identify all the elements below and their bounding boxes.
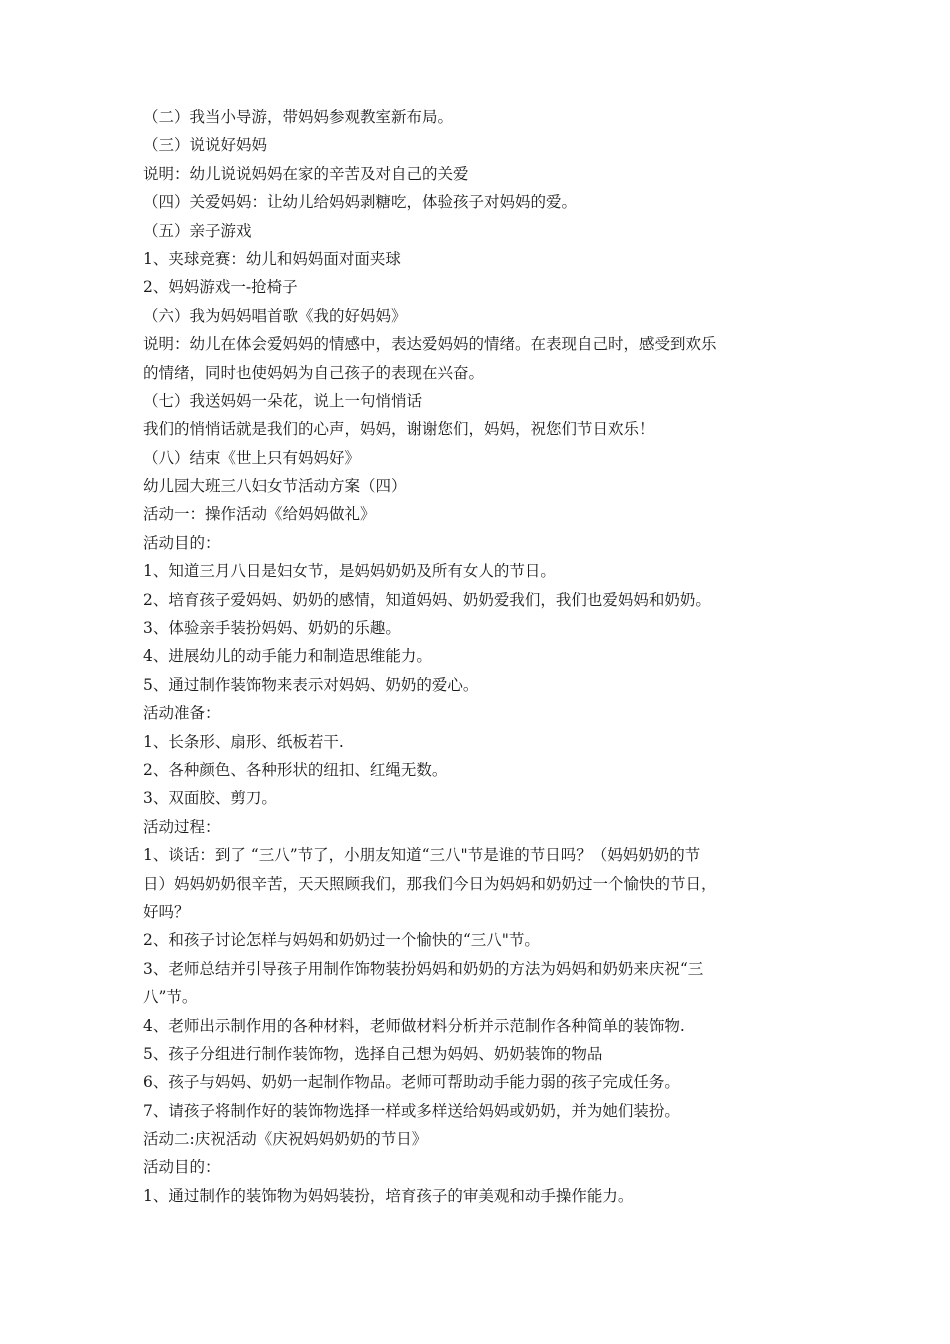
text-line: （六）我为妈妈唱首歌《我的好妈妈》	[143, 306, 407, 325]
text-line: 6、孩子与妈妈、奶奶一起制作物品。老师可帮助动手能力弱的孩子完成任务。	[143, 1073, 680, 1092]
text-line: 3、老师总结并引导孩子用制作饰物装扮妈妈和奶奶的方法为妈妈和奶奶来庆祝“三	[143, 959, 704, 978]
text-line: 7、请孩子将制作好的装饰物选择一样或多样送给妈妈或奶奶，并为她们装扮。	[143, 1101, 680, 1120]
text-line: 5、通过制作装饰物来表示对妈妈、奶奶的爱心。	[143, 675, 479, 694]
text-line: 1、长条形、扇形、纸板若干.	[143, 732, 344, 751]
document-body	[143, 103, 833, 1210]
text-line: 八”节。	[143, 988, 198, 1007]
text-line: 2、和孩子讨论怎样与妈妈和奶奶过一个愉快的“三八"节。	[143, 931, 540, 950]
text-line: 1、谈话：到了 “三八”节了，小朋友知道“三八"节是谁的节日吗？（妈妈奶奶的节	[143, 846, 701, 865]
text-line: 活动二:庆祝活动《庆祝妈妈奶奶的节日》	[143, 1130, 428, 1149]
text-line: 活动一：操作活动《给妈妈做礼》	[143, 505, 376, 524]
text-line: 活动目的：	[143, 1158, 221, 1177]
text-line: 说明：幼儿说说妈妈在家的辛苦及对自己的关爱	[143, 164, 469, 183]
text-line: （四）关爱妈妈：让幼儿给妈妈剥糖吃，体验孩子对妈妈的爱。	[143, 193, 578, 212]
text-line: 活动准备：	[143, 704, 221, 723]
text-line: 3、体验亲手装扮妈妈、奶奶的乐趣。	[143, 619, 401, 638]
text-line: 说明：幼儿在体会爱妈妈的情感中，表达爱妈妈的情绪。在表现自己时，感受到欢乐	[143, 335, 717, 354]
text-line: （五）亲子游戏	[143, 221, 252, 240]
text-line: 的情绪，同时也使妈妈为自己孩子的表现在兴奋。	[143, 363, 485, 382]
text-line: 2、妈妈游戏一-抢椅子	[143, 278, 298, 297]
text-line: （七）我送妈妈一朵花，说上一句悄悄话	[143, 391, 423, 410]
text-line: （八）结束《世上只有妈妈好》	[143, 448, 361, 467]
text-line: 日）妈妈奶奶很辛苦，天天照顾我们，那我们今日为妈妈和奶奶过一个愉快的节日，	[143, 874, 717, 893]
text-line: 幼儿园大班三八妇女节活动方案（四）	[143, 477, 407, 496]
text-line: 4、老师出示制作用的各种材料，老师做材料分析并示范制作各种简单的装饰物.	[143, 1016, 685, 1035]
text-line: （二）我当小导游，带妈妈参观教室新布局。	[143, 108, 454, 126]
text-line: 1、知道三月八日是妇女节，是妈妈奶奶及所有女人的节日。	[143, 562, 556, 581]
text-line: 活动过程：	[143, 817, 221, 836]
text-line: 5、孩子分组进行制作装饰物，选择自己想为妈妈、奶奶装饰的物品	[143, 1044, 603, 1063]
text-line: 活动目的：	[143, 533, 221, 552]
text-line: 我们的悄悄话就是我们的心声，妈妈，谢谢您们，妈妈，祝您们节日欢乐！	[143, 420, 655, 439]
text-line: 2、培育孩子爱妈妈、奶奶的感情，知道妈妈、奶奶爱我们，我们也爱妈妈和奶奶。	[143, 590, 711, 609]
text-line: 3、双面胶、剪刀。	[143, 789, 277, 808]
text-line: 2、各种颜色、各种形状的纽扣、红绳无数。	[143, 760, 448, 779]
text-line: 好吗？	[143, 902, 190, 921]
text-line: （三）说说好妈妈	[143, 136, 268, 155]
text-line: 1、通过制作的装饰物为妈妈装扮，培育孩子的审美观和动手操作能力。	[143, 1186, 634, 1205]
text-line: 4、进展幼儿的动手能力和制造思维能力。	[143, 647, 432, 666]
text-line: 1、夹球竞赛：幼儿和妈妈面对面夹球	[143, 249, 401, 268]
